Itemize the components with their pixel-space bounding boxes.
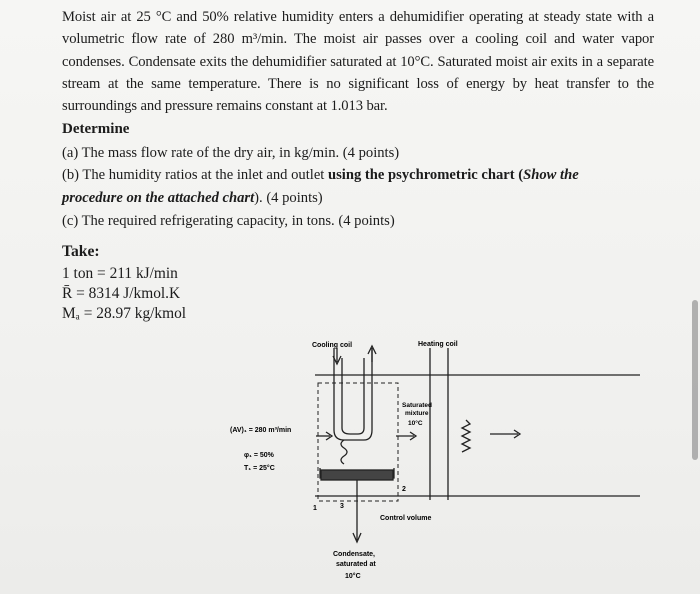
take-item-gas-constant: R̄ = 8314 J/kmol.K [62, 285, 181, 302]
cooling-coil-pipe [334, 348, 372, 440]
problem-statement: Moist air at 25 °C and 50% relative humidity enters a dehumidifier operating at steady state with a volumetric flow rate of 280 m³/min. The moist air passes over a cooling coil and water vapor condenses. Condensate exits the dehumidifier saturated at 10°C. Saturated moist air exits in a separate stream at the same temperature. There is no significant loss of energy by heat transfer to the surroundings and pressure remains constant at 1.013 bar. [62, 9, 654, 115]
cooling-coil-wave [341, 440, 347, 464]
part-b-bold: using the psychrometric chart ( [328, 167, 524, 183]
outlet-temp-label: 10°C [408, 420, 423, 427]
condensate-temp-label: 10°C [345, 573, 361, 580]
condensate-label: Condensate, [333, 551, 376, 558]
part-a: (a) The mass flow rate of the dry air, in kg/min. (4 points) [62, 145, 400, 161]
heating-coil-label: Heating coil [418, 341, 458, 348]
take-item-molar-mass: Mₐ = 28.97 kg/kmol [62, 305, 187, 322]
part-b-end: ). (4 points) [254, 190, 323, 206]
part-c: (c) The required refrigerating capacity, in tons. (4 points) [62, 213, 395, 229]
take-item-ton: 1 ton = 211 kJ/min [62, 265, 178, 282]
part-b-text: (b) The humidity ratios at the inlet and outlet [62, 167, 329, 183]
inlet-flow-label: (AV)₁ = 280 m³/min [230, 427, 292, 434]
mixture-label: mixture [405, 410, 429, 417]
determine-heading: Determine [62, 121, 130, 137]
cooling-coil-label: Cooling coil [312, 342, 353, 349]
part-b-emphasis-2: procedure on the attached chart [62, 190, 255, 206]
take-heading: Take: [62, 243, 100, 260]
inlet-phi-label: φ₁ = 50% [244, 452, 274, 459]
condensate-saturated-label: saturated at [336, 561, 376, 568]
state-2-label: 2 [402, 486, 406, 493]
part-b-emphasis-1: Show the [523, 167, 579, 183]
state-3-label: 3 [340, 503, 344, 510]
vertical-scrollbar[interactable] [692, 300, 698, 460]
heating-coil-wave [462, 420, 470, 452]
control-volume-boundary [318, 383, 398, 501]
inlet-temp-label: T₁ = 25°C [244, 465, 275, 472]
condensate-tray [321, 470, 393, 480]
cooling-coil-inner [342, 358, 364, 434]
state-1-label: 1 [313, 505, 317, 512]
control-volume-label: Control volume [380, 515, 432, 522]
saturated-label: Saturated [402, 402, 432, 409]
